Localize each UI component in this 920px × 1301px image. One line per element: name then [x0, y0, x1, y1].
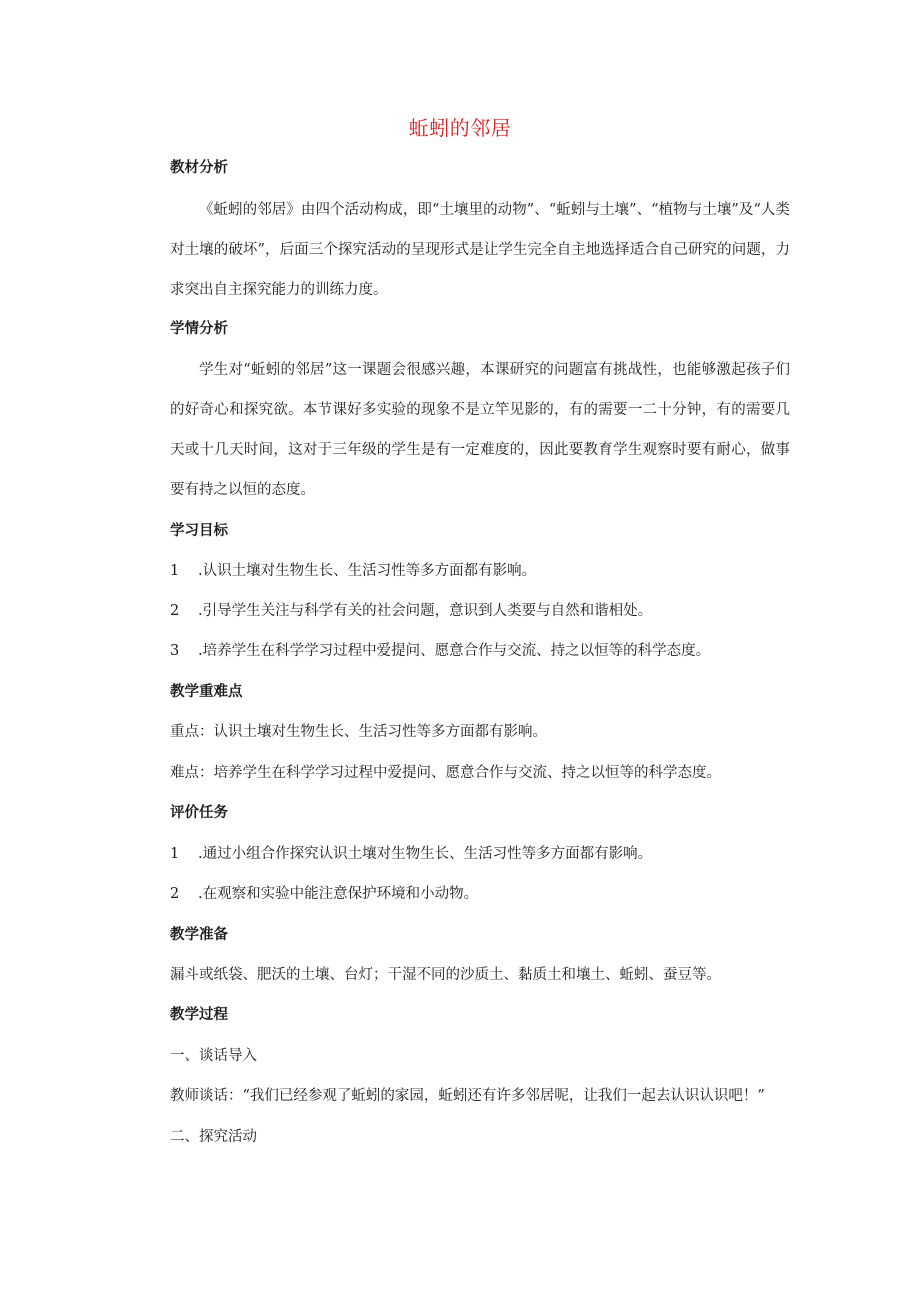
heading-material-analysis: 教材分析: [170, 160, 228, 176]
evaluation-item-number: 1: [170, 846, 180, 862]
heading-preparation: 教学准备: [170, 927, 228, 943]
process-step-2: 二、探究活动: [170, 1129, 257, 1145]
goal-item-number: 3: [170, 643, 180, 659]
preparation-text: 漏斗或纸袋、肥沃的土壤、台灯；干湿不同的沙质土、黏质土和壤土、蚯蚓、蚕豆等。: [170, 967, 721, 983]
heading-key-points: 教学重难点: [170, 684, 243, 700]
evaluation-item-number: 2: [170, 886, 180, 902]
teacher-talk-text: 教师谈话：“我们已经参观了蚯蚓的家园，蚯蚓还有许多邻居呢，让我们一起去认识认识吧！”: [170, 1088, 765, 1104]
heading-process: 教学过程: [170, 1007, 228, 1023]
heading-evaluation: 评价任务: [170, 805, 228, 821]
goal-item-1: [170, 561, 790, 581]
key-point-text: 重点：认识土壤对生物生长、生活习性等多方面都有影响。: [170, 724, 547, 740]
goal-item-number: 1: [170, 563, 180, 579]
evaluation-item-text: .在观察和实验中能注意保护环境和小动物。: [198, 886, 479, 902]
paragraph-material-analysis: 《蚯蚓的邻居》由四个活动构成，即“土壤里的动物”、“蚯蚓与土壤”、“植物与土壤”及“人类对土壤的破坏”，后面三个探究活动的呈现形式是让学生完全自主地选择适合自己研究的问题，力求突出自主探究能力的训练力度。: [170, 202, 790, 298]
heading-learner-analysis: 学情分析: [170, 321, 228, 337]
evaluation-item-text: .通过小组合作探究认识土壤对生物生长、生活习性等多方面都有影响。: [198, 846, 653, 862]
goal-item-number: 2: [170, 603, 180, 619]
document-title: 蚯蚓的邻居: [408, 116, 512, 140]
heading-goals: 学习目标: [170, 523, 228, 539]
goal-item-text: .引导学生关注与科学有关的社会问题，意识到人类要与自然和谐相处。: [198, 603, 653, 619]
evaluation-item-1: [170, 844, 790, 864]
process-step-1: 一、谈话导入: [170, 1048, 257, 1064]
goal-item-2: [170, 601, 790, 621]
goal-item-text: .培养学生在科学学习过程中爱提问、愿意合作与交流、持之以恒等的科学态度。: [198, 643, 711, 659]
paragraph-learner-analysis: 学生对“蚯蚓的邻居”这一课题会很感兴趣，本课研究的问题富有挑战性，也能够激起孩子们的好奇心和探究欲。本节课好多实验的现象不是立竿见影的，有的需要一二十分钟，有的需要几天或十几天时间，这对于三年级的学生是有一定难度的，因此要教育学生观察时要有耐心，做事要有持之以恒的态度。: [170, 362, 790, 498]
evaluation-item-2: [170, 884, 790, 904]
goal-item-3: [170, 641, 790, 661]
difficulty-point-text: 难点：培养学生在科学学习过程中爱提问、愿意合作与交流、持之以恒等的科学态度。: [170, 765, 721, 781]
goal-item-text: .认识土壤对生物生长、生活习性等多方面都有影响。: [198, 563, 537, 579]
